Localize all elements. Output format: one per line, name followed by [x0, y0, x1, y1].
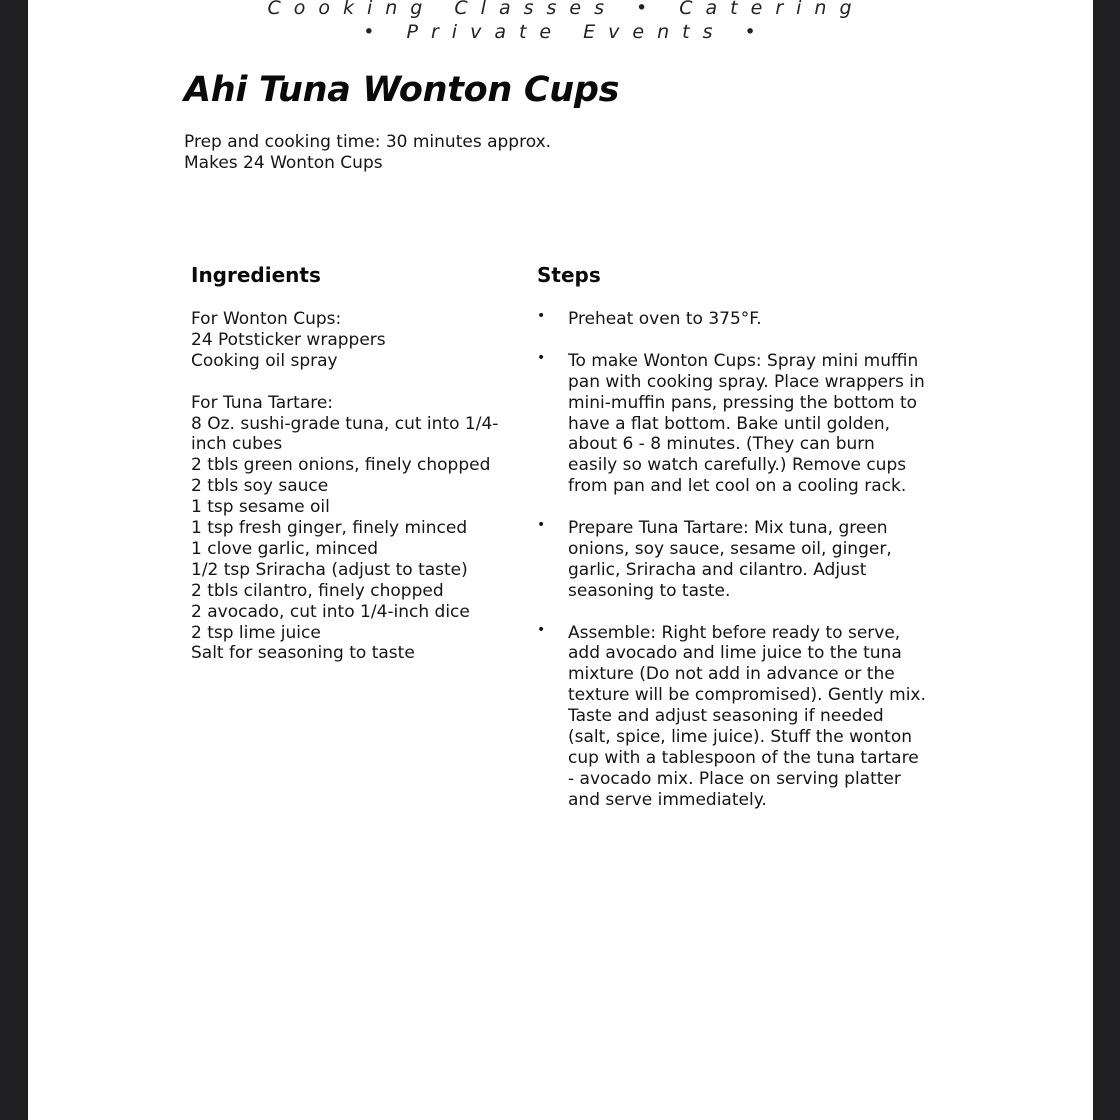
- ingredient-item: 2 tbls soy sauce: [191, 476, 329, 497]
- ingredient-group-label: For Wonton Cups:: [191, 309, 342, 329]
- header-tagline-events: • Private Events •: [363, 21, 769, 43]
- ingredient-item: 2 tbls green onions, finely chopped: [191, 455, 491, 476]
- ingredients-heading: Ingredients: [191, 263, 321, 287]
- bullet-icon: •: [537, 517, 546, 534]
- step-item: [537, 309, 927, 330]
- ingredient-spacer: [191, 372, 511, 393]
- step-text: Prepare Tuna Tartare: Mix tuna, green onions, soy sauce, sesame oil, ginger, garlic, Sriracha and cilantro. Adjust seasoning to taste.: [568, 518, 892, 601]
- steps-list: [537, 309, 927, 832]
- recipe-title: Ahi Tuna Wonton Cups: [184, 70, 620, 110]
- ingredient-item: 1 clove garlic, minced: [191, 538, 379, 559]
- viewer-right-gutter: [1093, 0, 1120, 1120]
- ingredient-item: Cooking oil spray: [191, 350, 338, 371]
- step-item: [537, 351, 927, 497]
- ingredient-item: 2 avocado, cut into 1/4-inch dice: [191, 601, 470, 622]
- steps-heading: Steps: [537, 263, 601, 287]
- step-text: Assemble: Right before ready to serve, add avocado and lime juice to the tuna mixture (Do not add in advance or the texture will be compromised). Gently mix. Taste and adjust seasoning if needed (salt, spice, lime juice). Stuff the wonton cup with a tablespoon of the tuna tartare - avocado mix. Place on serving platter and serve immediately.: [568, 622, 926, 810]
- bullet-icon: •: [537, 308, 546, 324]
- step-item: [537, 518, 927, 602]
- step-text: To make Wonton Cups: Spray mini muffin pan with cooking spray. Place wrappers in mini-muffin pans, pressing the bottom to have a flat bottom. Bake until golden, about 6 - 8 minutes. (They can burn easily so watch carefully.) Remove cups from pan and let cool on a cooling rack.: [568, 350, 925, 497]
- bullet-icon: •: [537, 621, 546, 638]
- step-item: [537, 623, 927, 811]
- prep-time: Prep and cooking time: 30 minutes approx.: [184, 132, 552, 152]
- ingredient-item: Salt for seasoning to taste: [191, 643, 415, 664]
- recipe-yield: Makes 24 Wonton Cups: [184, 153, 383, 173]
- ingredients-list: [191, 309, 511, 664]
- ingredient-item: 24 Potsticker wrappers: [191, 329, 386, 350]
- bullet-icon: •: [537, 349, 546, 366]
- ingredient-group-label: For Tuna Tartare:: [191, 392, 334, 413]
- ingredient-item: 2 tsp lime juice: [191, 622, 321, 643]
- ingredient-item: 8 Oz. sushi-grade tuna, cut into 1/4-inch cubes: [191, 413, 499, 455]
- ingredient-item: 1 tsp fresh ginger, finely minced: [191, 518, 468, 539]
- ingredient-item: 1 tsp sesame oil: [191, 497, 330, 518]
- ingredient-item: 2 tbls cilantro, finely chopped: [191, 580, 444, 601]
- header-tagline-services: Cooking Classes • Catering: [267, 0, 865, 19]
- ingredient-item: 1/2 tsp Sriracha (adjust to taste): [191, 559, 468, 580]
- step-text: Preheat oven to 375°F.: [568, 309, 762, 329]
